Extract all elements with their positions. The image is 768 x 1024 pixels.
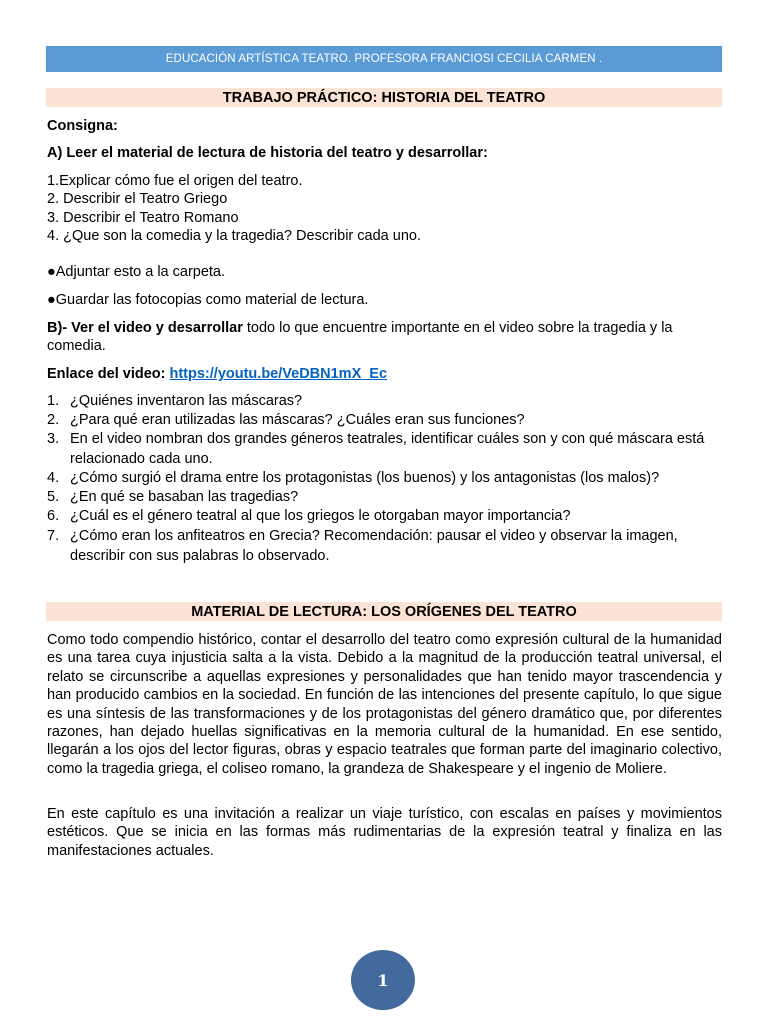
video-link[interactable]: https://youtu.be/VeDBN1mX_Ec <box>169 366 388 382</box>
consigna-label: Consigna: <box>47 118 118 134</box>
section-b-text-cont: comedia. <box>47 338 106 354</box>
b-item-5-text: ¿En qué se basaban las tragedias? <box>70 489 299 505</box>
page-number: 1 <box>377 970 389 990</box>
b-item-4-number: 4. <box>47 470 60 486</box>
b-item-7-number: 7. <box>47 528 60 544</box>
a-item-2: 2. Describir el Teatro Griego <box>47 191 228 207</box>
reading-paragraph-1: Como todo compendio histórico, contar el desarrollo del teatro como expresión cultural de la humanidad es una tarea cuya injusticia salta a la vista. Debido a la magnitud de la producción teatral universal, el relato se circunscribe a aquellas expresiones y personalidades que han tenido mayor trascendencia y han producido cambios en la sociedad. En función de las intenciones del presente capítulo, lo que sigue es una síntesis de las transformaciones y de los protagonistas del género dramático que, por diferentes razones, han dejado huellas significativas en la memoria cultural de la humanidad. En ese sentido, llegarán a los ojos del lector figuras, obras y espacio teatrales que forman parte del imaginario colectivo, como la tragedia griega, el coliseo romano, la grandeza de Shakespeare y el ingenio de Moliere. <box>47 632 722 777</box>
video-link-row <box>47 365 387 383</box>
note-carpeta: ●Adjuntar esto a la carpeta. <box>47 264 226 280</box>
b-item-4-text: ¿Cómo surgió el drama entre los protagonistas (los buenos) y los antagonistas (los malos)? <box>70 470 660 486</box>
video-label: Enlace del video: <box>47 366 166 382</box>
b-item-1-number: 1. <box>47 393 60 409</box>
b-item-2-text: ¿Para qué eran utilizadas las máscaras? ¿Cuáles eran sus funciones? <box>70 412 525 428</box>
b-item-3-number: 3. <box>47 431 60 447</box>
practical-title: TRABAJO PRÁCTICO: HISTORIA DEL TEATRO <box>222 89 546 106</box>
reading-title-bar <box>46 602 722 621</box>
b-item-3-text: En el video nombran dos grandes géneros teatrales, identificar cuáles son y con qué máscara está relacionado cada uno. <box>70 431 705 467</box>
b-item-6-text: ¿Cuál es el género teatral al que los griegos le otorgaban mayor importancia? <box>70 508 571 524</box>
b-item-6-number: 6. <box>47 508 60 524</box>
a-item-4: 4. ¿Que son la comedia y la tragedia? Describir cada uno. <box>47 228 421 244</box>
b-item-2-number: 2. <box>47 412 60 428</box>
note-fotocopias: ●Guardar las fotocopias como material de lectura. <box>47 292 369 308</box>
practical-title-bar <box>46 88 722 107</box>
header-band <box>46 46 722 72</box>
section-b-text: todo lo que encuentre importante en el video sobre la tragedia y la <box>242 320 673 336</box>
section-b-heading: B)- Ver el video y desarrollar <box>47 320 243 336</box>
b-item-1-text: ¿Quiénes inventaron las máscaras? <box>70 393 303 409</box>
section-b-intro <box>47 319 672 337</box>
a-item-3: 3. Describir el Teatro Romano <box>47 210 239 226</box>
a-item-1: 1.Explicar cómo fue el origen del teatro. <box>47 173 303 189</box>
section-a-heading: A) Leer el material de lectura de historia del teatro y desarrollar: <box>47 145 488 161</box>
page-number-badge <box>351 950 415 1010</box>
b-item-7-text: ¿Cómo eran los anfiteatros en Grecia? Recomendación: pausar el video y observar la imagen, describir con sus palabras lo observado. <box>70 528 678 564</box>
b-item-5-number: 5. <box>47 489 60 505</box>
reading-paragraph-2: En este capítulo es una invitación a realizar un viaje turístico, con escalas en países y movimientos estéticos. Que se inicia en las formas más rudimentarias de la expresión teatral y finaliza en las manifestaciones actuales. <box>47 806 722 859</box>
header-text: EDUCACIÓN ARTÍSTICA TEATRO. PROFESORA FRANCIOSI CECILIA CARMEN . <box>165 53 603 65</box>
reading-title: MATERIAL DE LECTURA: LOS ORÍGENES DEL TEATRO <box>191 603 577 620</box>
